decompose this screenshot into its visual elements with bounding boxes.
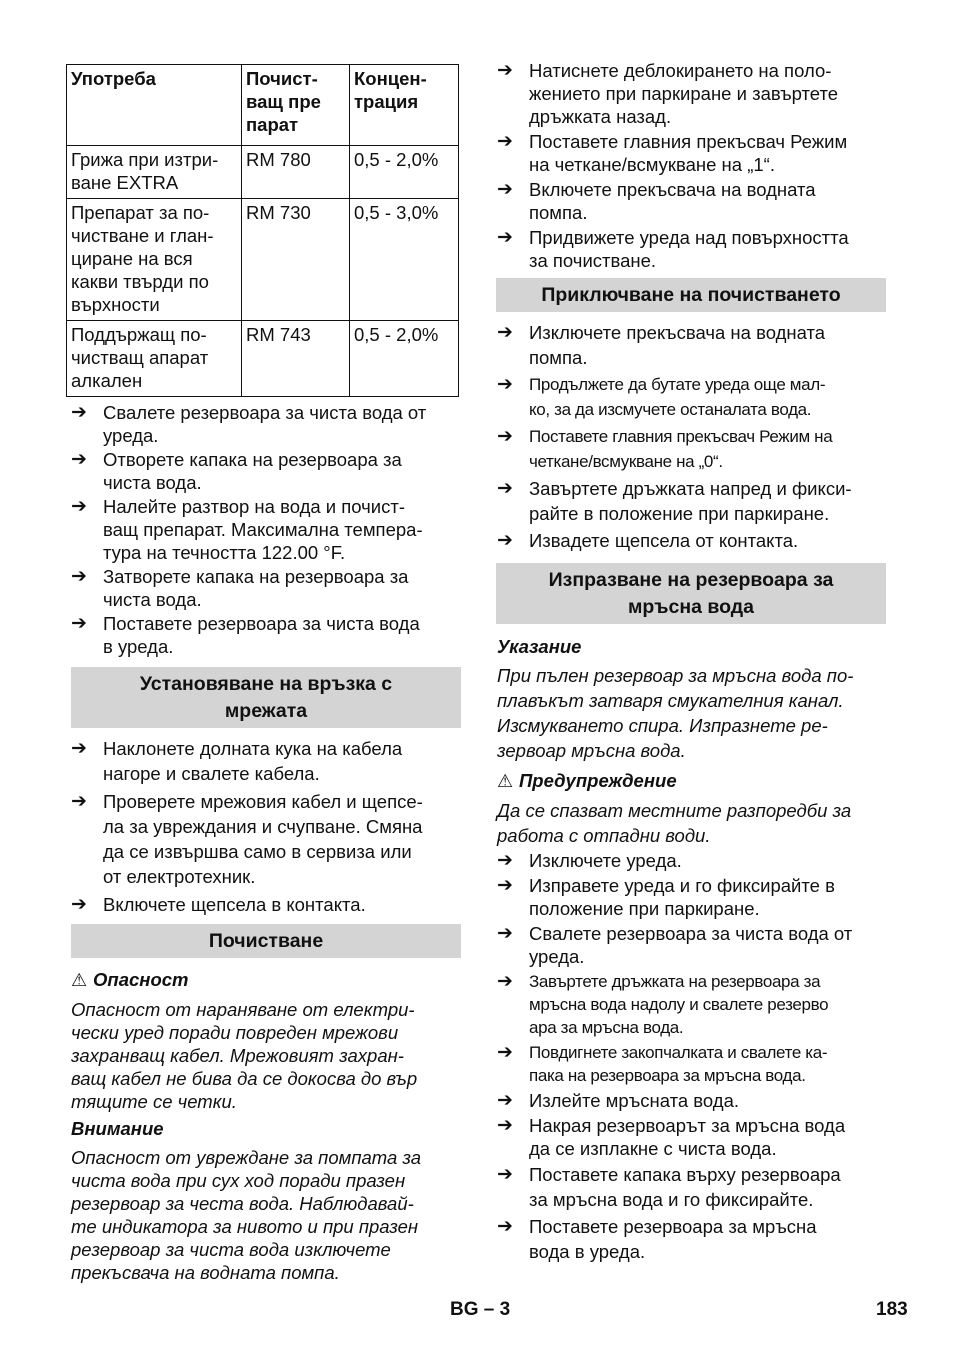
list-item: ➔ Повдигнете закопчалката и свалете ка- пака на резервоара за мръсна вода. <box>497 1042 828 1085</box>
section-header-network: Установяване на връзка с мрежата <box>71 667 461 728</box>
network-steps-list <box>71 736 466 917</box>
list-item: ➔ Свалете резервоара за чиста вода от уреда. <box>71 402 427 446</box>
table-cell-detergent: RM 743 <box>242 321 350 397</box>
arrow-icon: ➔ <box>497 60 513 81</box>
warning-title: ⚠ Предупреждение <box>497 770 677 791</box>
note-text: При пълен резервоар за мръсна вода по- плавъкът затваря смукателния канал. Изсмукването спира. Изпразнете ре- зервоар мръсна вода. <box>497 665 854 761</box>
table-cell-detergent: RM 730 <box>242 199 350 321</box>
warning-triangle-icon: ⚠ <box>71 970 88 990</box>
list-item: ➔ Поставете резервоара за чиста вода в уреда. <box>71 613 420 657</box>
list-item: ➔ Поставете резервоара за мръсна вода в уреда. <box>497 1216 817 1262</box>
danger-text: Опасност от нараняване от електри- чески уред поради повреден мрежови захранващ кабел. Мрежовият захран- ващ кабел не бива да се докосва до вър тящите се четки. <box>71 999 418 1112</box>
table-cell-usage: Поддържащ по- чистващ апарат алкален <box>67 321 242 397</box>
list-item: ➔ Свалете резервоара за чиста вода от уреда. <box>497 923 853 967</box>
list-item: ➔ Извадете щепсела от контакта. <box>497 530 799 551</box>
list-item: ➔ Придвижете уреда над повърхността за почистване. <box>497 227 849 271</box>
arrow-icon: ➔ <box>497 923 513 944</box>
warning-triangle-icon: ⚠ <box>497 771 514 791</box>
warning-text: Да се спазват местните разпоредби за работа с отпадни води. <box>497 800 852 846</box>
arrow-icon: ➔ <box>71 402 87 423</box>
arrow-icon: ➔ <box>497 1164 513 1185</box>
list-item: ➔ Поставете главния прекъсвач Режим на четкане/всмукване на „1“. <box>497 131 848 175</box>
list-item: ➔ Налейте разтвор на вода и почист- ващ препарат. Максимална темпера- тура на течността 122.00 °F. <box>71 496 423 563</box>
section-header-finish: Приключване на почистването <box>496 278 886 312</box>
attention-title: Внимание <box>71 1118 164 1139</box>
table-header-concentration: Концен- трация <box>350 65 459 146</box>
footer-section-code: BG – 3 <box>450 1299 511 1320</box>
list-item: ➔ Накрая резервоарът за мръсна вода да се изплакне с чиста вода. <box>497 1115 846 1159</box>
arrow-icon: ➔ <box>71 894 87 915</box>
section-header-cleaning: Почистване <box>71 924 461 958</box>
page-number: 183 <box>876 1299 908 1320</box>
section-header-empty-tank: Изпразване на резервоара за мръсна вода <box>496 563 886 624</box>
list-item: ➔ Завъртете дръжката напред и фикси- райте в положение при паркиране. <box>497 478 852 524</box>
list-item: ➔ Изключете уреда. <box>497 850 682 871</box>
list-item: ➔ Наклонете долната кука на кабела нагоре и свалете кабела. <box>71 738 403 784</box>
list-item: ➔ Поставете капака върху резервоара за мръсна вода и го фиксирайте. <box>497 1164 841 1210</box>
arrow-icon: ➔ <box>497 850 513 871</box>
list-item: ➔ Продължете да бутате уреда още мал- ко, за да изсмучете останалата вода. <box>497 374 826 419</box>
list-item: ➔ Изправете уреда и го фиксирайте в положение при паркиране. <box>497 875 835 919</box>
arrow-icon: ➔ <box>497 530 513 551</box>
attention-text: Опасност от увреждане за помпата за чиста вода при сух ход поради празен резервоар за честа вода. Наблюдавай- те индикатора за нивото и при празен резервоар за чиста вода изключете прекъсвача на водната помпа. <box>71 1147 422 1283</box>
arrow-icon: ➔ <box>497 426 513 447</box>
arrow-icon: ➔ <box>497 478 513 499</box>
arrow-icon: ➔ <box>71 613 87 634</box>
arrow-icon: ➔ <box>497 179 513 200</box>
arrow-icon: ➔ <box>497 971 513 992</box>
finish-steps-list <box>497 320 892 553</box>
table-cell-concentration: 0,5 - 2,0% <box>350 146 459 199</box>
table-row <box>67 199 459 321</box>
list-item: ➔ Отворете капака на резервоара за чиста вода. <box>71 449 402 493</box>
list-item: ➔ Проверете мрежовия кабел и щепсе- ла за увреждания и счупване. Смяна да се извършва само в сервиза или от електротехник. <box>71 791 423 887</box>
list-item: ➔ Натиснете деблокирането на поло- жението при паркиране и завъртете дръжката назад. <box>497 60 839 127</box>
table-cell-usage: Препарат за по- чистване и глан- циране на вся какви твърди по върхности <box>67 199 242 321</box>
table-header-detergent: Почист- ващ пре парат <box>242 65 350 146</box>
arrow-icon: ➔ <box>497 322 513 343</box>
arrow-icon: ➔ <box>497 227 513 248</box>
table-cell-concentration: 0,5 - 3,0% <box>350 199 459 321</box>
list-item: ➔ Излейте мръсната вода. <box>497 1090 740 1111</box>
list-item: ➔ Изключете прекъсвача на водната помпа. <box>497 322 826 368</box>
empty-steps-list <box>497 849 892 1264</box>
arrow-icon: ➔ <box>71 791 87 812</box>
arrow-icon: ➔ <box>71 496 87 517</box>
danger-title: ⚠ Опасност <box>71 969 189 990</box>
arrow-icon: ➔ <box>497 1090 513 1111</box>
arrow-icon: ➔ <box>71 566 87 587</box>
fill-steps-list <box>71 401 466 658</box>
arrow-icon: ➔ <box>497 1216 513 1237</box>
table-header-row <box>67 65 459 146</box>
detergent-table <box>66 64 459 397</box>
start-steps-list <box>497 59 892 272</box>
arrow-icon: ➔ <box>497 1042 513 1063</box>
arrow-icon: ➔ <box>71 738 87 759</box>
table-row <box>67 321 459 397</box>
list-item: ➔ Завъртете дръжката на резервоара за мръсна вода надолу и свалете резерво ара за мръсна вода. <box>497 971 829 1037</box>
table-header-usage: Употреба <box>67 65 242 146</box>
arrow-icon: ➔ <box>497 131 513 152</box>
list-item: ➔ Поставете главния прекъсвач Режим на четкане/всмукване на „0“. <box>497 426 833 471</box>
table-cell-detergent: RM 780 <box>242 146 350 199</box>
list-item: ➔ Затворете капака на резервоара за чиста вода. <box>71 566 409 610</box>
list-item: ➔ Включете прекъсвача на водната помпа. <box>497 179 816 223</box>
arrow-icon: ➔ <box>497 374 513 395</box>
list-item: ➔ Включете щепсела в контакта. <box>71 894 366 915</box>
table-cell-usage: Грижа при изтри- ване EXTRA <box>67 146 242 199</box>
arrow-icon: ➔ <box>497 875 513 896</box>
table-row <box>67 146 459 199</box>
arrow-icon: ➔ <box>497 1115 513 1136</box>
note-title: Указание <box>497 636 582 657</box>
table-cell-concentration: 0,5 - 2,0% <box>350 321 459 397</box>
arrow-icon: ➔ <box>71 449 87 470</box>
